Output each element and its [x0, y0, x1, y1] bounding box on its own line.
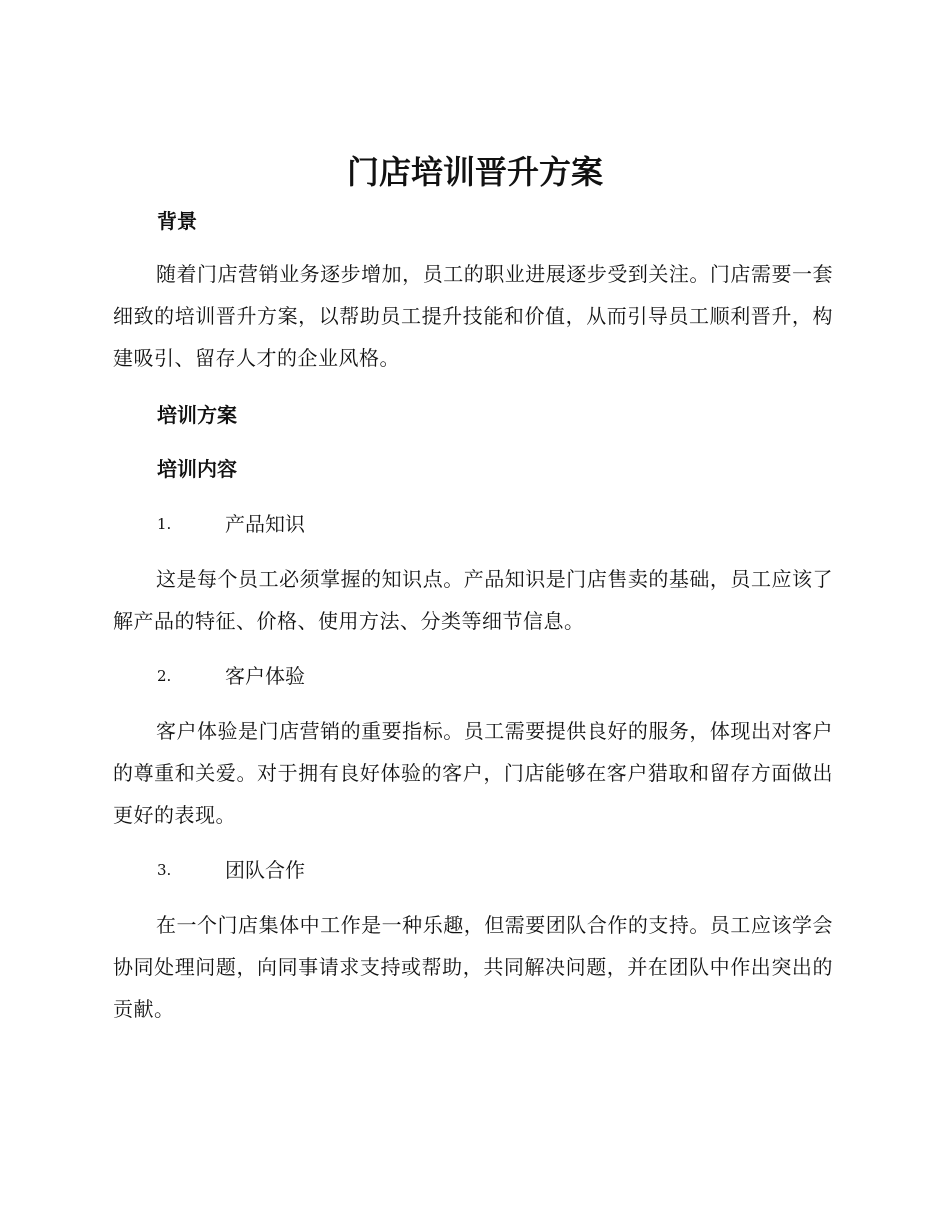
background-heading: 背景 — [157, 209, 197, 233]
list-item-teamwork — [157, 855, 305, 885]
list-item-number: 2. — [157, 667, 172, 685]
list-item-label: 团队合作 — [225, 858, 305, 882]
training-plan-heading: 培训方案 — [157, 403, 237, 427]
training-content-heading: 培训内容 — [157, 457, 237, 481]
list-item-customer-experience — [157, 661, 305, 691]
list-item-product-knowledge — [157, 509, 305, 539]
list-item-label: 客户体验 — [225, 664, 305, 688]
list-item-label: 产品知识 — [225, 512, 305, 536]
document-title: 门店培训晋升方案 — [346, 153, 603, 191]
teamwork-paragraph: 在一个门店集体中工作是一种乐趣，但需要团队合作的支持。员工应该学会协同处理问题，向同事请求支持或帮助，共同解决问题，并在团队中作出突出的贡献。 — [113, 913, 833, 1021]
customer-experience-paragraph: 客户体验是门店营销的重要指标。员工需要提供良好的服务，体现出对客户的尊重和关爱。对于拥有良好体验的客户，门店能够在客户猎取和留存方面做出更好的表现。 — [113, 719, 833, 827]
list-item-number: 3. — [157, 861, 172, 879]
background-paragraph: 随着门店营销业务逐步增加，员工的职业进展逐步受到关注。门店需要一套细致的培训晋升方案，以帮助员工提升技能和价值，从而引导员工顺利晋升，构建吸引、留存人才的企业风格。 — [113, 262, 833, 370]
product-knowledge-paragraph: 这是每个员工必须掌握的知识点。产品知识是门店售卖的基础，员工应该了解产品的特征、价格、使用方法、分类等细节信息。 — [113, 567, 833, 633]
list-item-number: 1. — [157, 515, 172, 533]
